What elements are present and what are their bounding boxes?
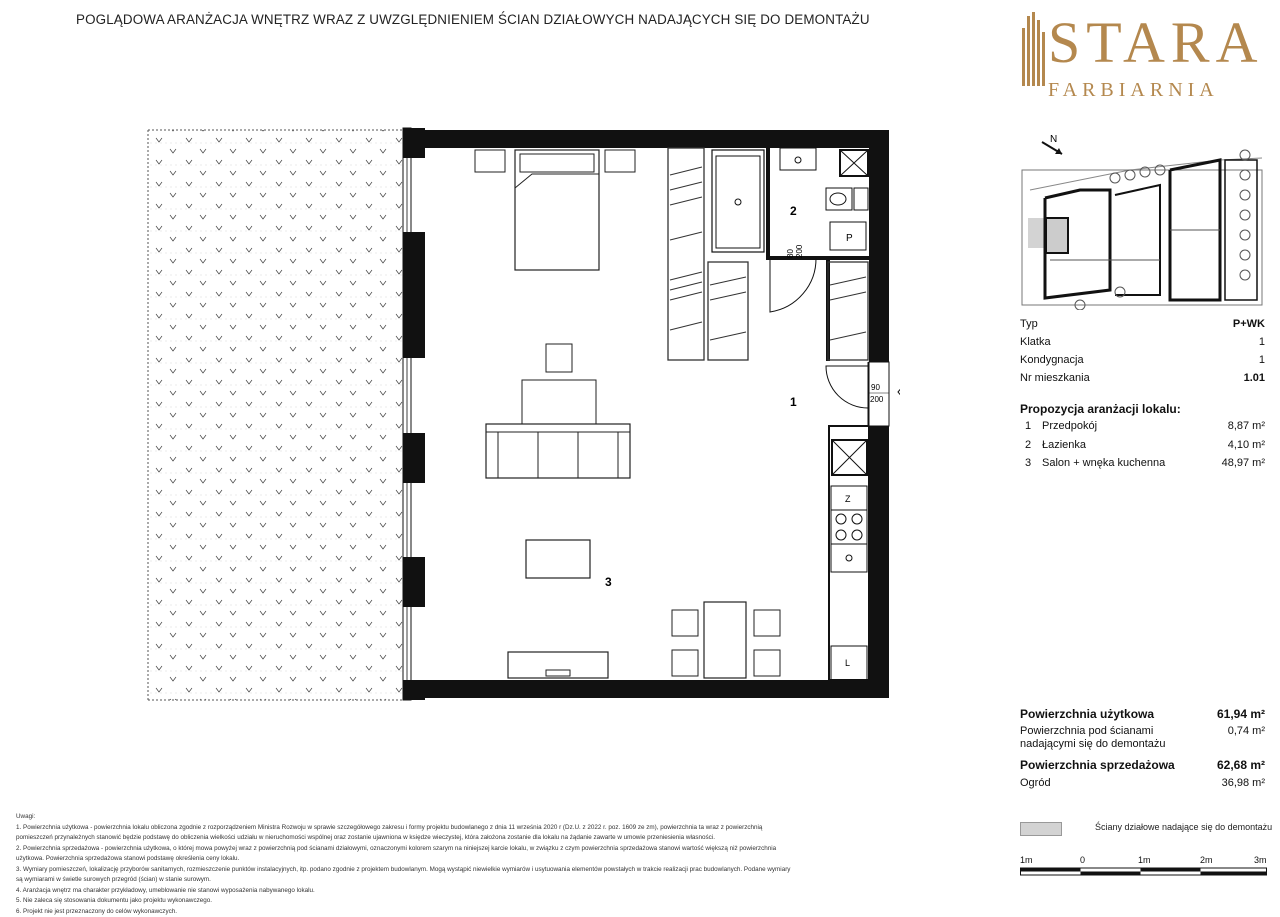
garden-area-value: 36,98 m² [1222,777,1265,789]
sales-area-label: Powierzchnia sprzedażowa [1020,758,1175,772]
dining-table [672,602,780,678]
bath-door-height: 200 [795,244,804,258]
dishwasher-label: Z [845,494,851,504]
walls-area-label-1: Powierzchnia pod ścianami [1020,725,1153,737]
note-line: 2. Powierzchnia sprzedażowa - powierzchnia użytkowa, o której mowa powyżej wraz z powierzchnią pod ścianami działowymi, oznaczonymi kolorem szarym na niniejszej karcie lokalu, w związku z czym powierzchnia sprzedażowa stanowi wartość większą niż powierzchnia [16,844,991,855]
detail-value: 1 [1259,354,1265,366]
detail-row-apartment-no [1020,372,1265,390]
detail-value: 1 [1259,336,1265,348]
room-row-3 [1020,457,1265,475]
logo-line1: STARA [1048,12,1264,74]
room-no: 2 [1025,439,1031,451]
bathtub [712,150,764,252]
note-line: pomieszczeń przynależnych stanowić będzie podstawę do obliczenia wielkości udziału w nieruchomości wspólnej oraz zostanie ujawniona w księdze wieczystej, która założona zostanie dla lokalu na żądanie zawarte w umowie przeniesienia własności. [16,833,991,844]
legend-text: Ściany działowe nadające się do demontażu [1095,822,1272,832]
garden-area-label: Ogród [1020,777,1051,789]
legend-swatch [1020,822,1062,836]
logo [1020,10,1270,110]
logo-line2: FARBIARNIA [1048,78,1219,102]
room-label-2: 2 [790,204,797,218]
sales-area-row [1020,758,1265,776]
scale-label: 1m [1020,855,1033,865]
note-line: są wymiarami w świetle surowych przegród (ścian) w stanie surowym. [16,875,991,886]
detail-row-type [1020,318,1265,336]
walls-area-row [1020,725,1265,755]
note-line: użytkowa. Powierzchnia sprzedażowa stanowi podstawę określenia ceny lokalu. [16,854,991,865]
scale-label: 1m [1138,855,1151,865]
garden-area-row [1020,777,1265,795]
bathroom-sink [780,148,816,170]
sales-area-value: 62,68 m² [1217,758,1265,772]
logo-bars-icon [1020,10,1048,110]
wardrobe-hall [828,262,868,360]
note-line: 5. Nie zaleca się stosowania dokumentu jako projektu wykonawczego. [16,896,991,907]
note-line: 1. Powierzchnia użytkowa - powierzchnia lokalu obliczona zgodnie z rozporządzeniem Ministra Rozwoju w sprawie szczegółowego zakresu i formy projektu budowlanego z dnia 11 września 2020 r (Dz.U. z 2022 r. poz. 1609 ze zm), powierzchnia ta wraz z powierzchnią [16,823,991,834]
entry-door-height: 200 [870,395,884,404]
walls-area-value: 0,74 m² [1228,725,1265,737]
room-name: Łazienka [1042,439,1086,451]
usable-area-label: Powierzchnia użytkowa [1020,707,1154,721]
note-line: 3. Wymiary pomieszczeń, lokalizację przyborów sanitarnych, rozmieszczenie punktów instalacyjnych, itp. podano zgodnie z projektem budowlanym. Mogą wystąpić niewielkie wymiarów i usytuowania elementów powstałych w trakcie realizacji prac budowlanych. Podane wymiary [16,865,991,876]
room-area: 8,87 m² [1228,420,1265,432]
washer-label: P [846,233,853,244]
bathroom-door [770,244,816,312]
notes [16,812,991,917]
scale-label: 3m [1254,855,1267,865]
detail-label: Typ [1020,318,1038,330]
tv-stand [508,652,608,678]
location-minimap [1020,130,1270,310]
room-label-1: 1 [790,395,797,409]
coffee-table [526,540,590,578]
room-name: Przedpokój [1042,420,1097,432]
detail-label: Kondygnacja [1020,354,1084,366]
proposal-title: Propozycja aranżacji lokalu: [1020,402,1181,416]
note-line: Uwagi: [16,812,991,823]
window-wall [403,128,425,700]
toilet [826,188,868,210]
note-line: 6. Projekt nie jest przeznaczony do celów wykonawczych. [16,907,991,917]
scale-bar-graphic [1020,867,1268,877]
bath-door-width: 80 [786,249,795,258]
exterior-walls [411,130,889,698]
room-no: 1 [1025,420,1031,432]
scale-label: 2m [1200,855,1213,865]
room-row-2 [1020,439,1265,457]
bed [475,150,635,270]
kitchen-unit [831,486,867,680]
entrance-door [826,362,889,426]
note-line: 4. Aranżacja wnętrz ma charakter przykładowy, umeblowanie nie stanowi wyposażenia nabywanego lokalu. [16,886,991,897]
washing-machine [830,222,866,250]
detail-value: P+WK [1233,318,1265,330]
room-no: 3 [1025,457,1031,469]
scale-label: 0 [1080,855,1085,865]
garden-area [148,130,403,700]
entrance-arrow-icon [898,380,900,404]
detail-label: Nr mieszkania [1020,372,1090,384]
sofa [486,344,630,478]
room-area: 4,10 m² [1228,439,1265,451]
room-name: Salon + wnęka kuchenna [1042,457,1165,469]
bathroom-walls [766,148,872,361]
room-area: 48,97 m² [1222,457,1265,469]
detail-value: 1.01 [1244,372,1265,384]
floor-plan [140,120,900,710]
room-row-1 [1020,420,1265,438]
detail-label: Klatka [1020,336,1051,348]
page-title: POGLĄDOWA ARANŻACJA WNĘTRZ WRAZ Z UWZGLĘDNIENIEM ŚCIAN DZIAŁOWYCH NADAJĄCYCH SIĘ DO DEMONTAŻU [76,12,870,27]
room-label-3: 3 [605,575,612,589]
north-label: N [1050,134,1057,145]
detail-row-floor [1020,354,1265,372]
walls-area-label-2: nadającymi się do demontażu [1020,738,1166,750]
usable-area-row [1020,707,1265,725]
detail-row-staircase [1020,336,1265,354]
usable-area-value: 61,94 m² [1217,707,1265,721]
fridge-label: L [845,658,850,668]
entry-door-width: 90 [871,383,880,392]
